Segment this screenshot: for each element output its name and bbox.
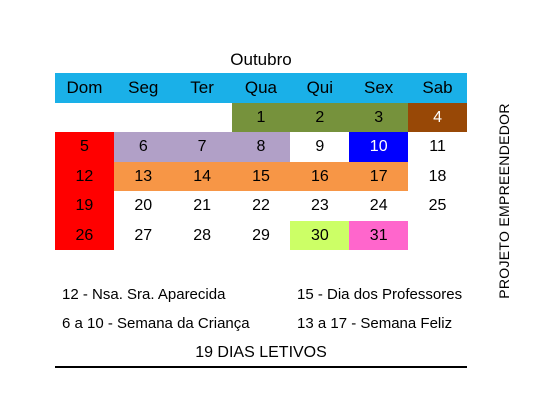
day-21: 21 [193, 197, 212, 215]
day-19: 19 [55, 191, 114, 220]
day-6: 6 [114, 132, 173, 161]
weekday-dom: Dom [66, 78, 103, 97]
day-25: 25 [428, 197, 447, 215]
day-3: 3 [349, 103, 408, 132]
day-17: 17 [349, 162, 408, 191]
day-31: 31 [349, 221, 408, 250]
day-28: 28 [193, 226, 212, 244]
day-29: 29 [252, 226, 270, 244]
day-1: 1 [232, 103, 291, 132]
day-27: 27 [134, 226, 153, 244]
bottom-rule [55, 366, 467, 368]
day-12: 12 [55, 162, 114, 191]
day-7: 7 [173, 132, 232, 161]
note-semana-crianca: 6 a 10 - Semana da Criança [62, 315, 250, 332]
day-26: 26 [55, 221, 114, 250]
weekday-sex: Sex [363, 78, 394, 97]
day-2: 2 [290, 103, 349, 132]
day-30: 30 [290, 221, 349, 250]
weekday-sab: Sab [422, 78, 453, 97]
note-professores: 15 - Dia dos Professores [297, 286, 463, 303]
day-15: 15 [232, 162, 291, 191]
day-24: 24 [369, 197, 388, 215]
weekday-qui: Qui [306, 78, 334, 97]
month-title: Outubro [230, 50, 292, 69]
weekday-qua: Qua [244, 78, 278, 97]
weekday-seg: Seg [128, 78, 159, 97]
day-10: 10 [349, 132, 408, 161]
weekday-header [55, 73, 467, 103]
total-school-days: 19 DIAS LETIVOS [195, 344, 327, 361]
day-14: 14 [173, 162, 232, 191]
calendar-grid [55, 103, 467, 250]
day-4: 4 [408, 103, 467, 132]
day-8: 8 [232, 132, 291, 161]
side-label [492, 103, 516, 298]
day-9: 9 [315, 138, 325, 156]
day-11: 11 [429, 138, 446, 156]
day-5: 5 [55, 132, 114, 161]
day-22: 22 [252, 197, 270, 215]
day-18: 18 [428, 167, 447, 185]
side-label-text: PROJETO EMPREENDEDOR [496, 102, 513, 299]
day-13: 13 [114, 162, 173, 191]
day-16: 16 [290, 162, 349, 191]
weekday-ter: Ter [190, 78, 214, 97]
note-semana-feliz: 13 a 17 - Semana Feliz [297, 315, 453, 332]
day-20: 20 [134, 197, 153, 215]
note-aparecida: 12 - Nsa. Sra. Aparecida [62, 286, 226, 303]
day-23: 23 [310, 197, 329, 215]
